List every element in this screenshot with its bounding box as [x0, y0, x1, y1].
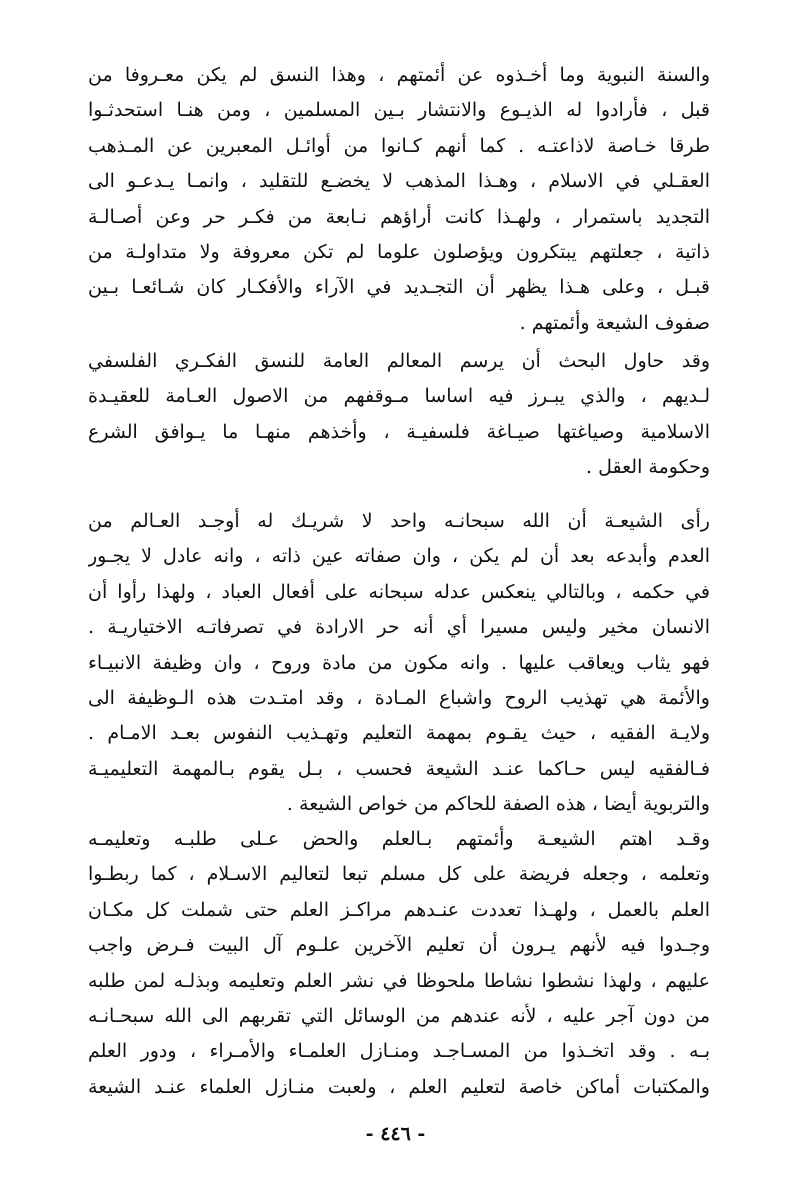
text-line: الانسان مخير وليس مسيرا أي أنه حر الارادة في تصرفاتـه الاختياريـة .: [88, 616, 710, 639]
text-line: العدم وأبدعه بعد أن لم يكن ، وان صفاته عين ذاته ، وانه عادل لا يجـور: [88, 545, 710, 568]
text-line: بـه . وقد اتخـذوا من المسـاجـد ومنـازل العلمـاء والأمـراء ، ودور العلم: [88, 1040, 710, 1063]
text-line: طرقا خـاصة لاذاعتـه . كما أنهم كـانوا من أوائـل المعبرين عن المـذهب: [88, 134, 710, 157]
text-line: فـالفقيه ليس حـاكما عنـد الشيعة فحسب ، بـل يقوم بـالمهمة التعليميـة: [88, 757, 710, 780]
text-line: رأى الشيعـة أن الله سبحانـه واحد لا شريـك له أوجـد العـالم من: [88, 510, 710, 532]
text-line: والسنة النبوية وما أخـذوه عن أئمتهم ، وهذا النسق لم يكن معـروفا من: [88, 64, 710, 86]
text-line: قبـل ، وعلى هـذا يظهر أن التجـديد في الآراء والأفكـار كان شـائعـا بـين: [88, 276, 710, 299]
text-line: وتعلمه ، وجعله فريضة على كل مسلم تبعا لتعاليم الاسـلام ، كما ربطـوا: [88, 863, 710, 886]
text-line: ذاتية ، جعلتهم يبتكرون ويؤصلون علوما لم تكن معروفة ولا متداولـة من: [88, 240, 710, 263]
text-line: صفوف الشيعة وأئمتهم .: [519, 311, 710, 334]
text-line: والمكتبات أماكن خاصة لتعليم العلم ، ولعبت منـازل العلماء عنـد الشيعة: [88, 1075, 710, 1098]
text-line: ولايـة الفقيه ، حيث يقـوم بمهمة التعليم وتهـذيب النفوس بعـد الامـام .: [88, 722, 710, 745]
text-line: وحكومة العقل .: [586, 456, 710, 479]
text-line: فهو يثاب ويعاقب عليها . وانه مكون من مادة وروح ، وان وظيفة الانبيـاء: [88, 651, 710, 674]
text-line: لـديهم ، والذي يبـرز فيه اساسا مـوقفهم من الاصول العـامة للعقيـدة: [88, 385, 710, 408]
text-line: العلم بالعمل ، ولهـذا تعددت عنـدهم مراكـز العلم حتى شملت كل مكـان: [88, 898, 710, 921]
text-line: التجديد باستمرار ، ولهـذا كانت أراؤهم نـابعة من فكـر حر وعن أصـالـة: [88, 205, 710, 228]
text-line: العقـلي في الاسلام ، وهـذا المذهب لا يخضـع للتقليد ، وانمـا يـدعـو الى: [88, 170, 710, 193]
text-line: وقـد اهتم الشيعـة وأئمتهم بـالعلم والحض عـلى طلبـه وتعليمـه: [88, 828, 710, 850]
text-line: في حكمه ، وبالتالي ينعكس عدله سبحانه على أفعال العباد ، ولهذا رأوا أن: [88, 580, 710, 603]
text-line: وجـدوا فيه لأنهم يـرون أن تعليم الآخرين علـوم آل البيت فـرض واجب: [88, 934, 710, 957]
text-line: من دون آجر عليه ، لأنه عندهم من الوسائل التي تقربهم الى الله سبحـانـه: [88, 1004, 710, 1027]
paragraph-4: [88, 822, 710, 1105]
text-line: قبل ، فأرادوا له الذيـوع والانتشار بـين المسلمين ، ومن هنـا استحدثـوا: [88, 99, 710, 122]
paragraph-1: [88, 58, 710, 341]
paragraph-2: [88, 344, 710, 486]
text-line: عليهم ، ولهذا نشطوا نشاطا ملحوظا في نشر العلم وتعليمه وبذلـه لمن طلبه: [88, 969, 710, 992]
text-line: وقد حاول البحث أن يرسم المعالم العامة للنسق الفكـري الفلسفي: [88, 350, 710, 372]
text-line: والتربوية أيضا ، هذه الصفة للحاكم من خواص الشيعة .: [286, 793, 710, 816]
paragraph-3: [88, 504, 710, 823]
text-line: والأئمة هي تهذيب الروح واشباع المـادة ، وقد امتـدت هذه الـوظيفة الى: [88, 686, 710, 709]
text-line: الاسلامية وصياغتها صيـاغة فلسفيـة ، وأخذهم منهـا ما يـوافق الشرع: [88, 420, 710, 443]
page-number: - ٤٤٦ -: [365, 1123, 426, 1145]
